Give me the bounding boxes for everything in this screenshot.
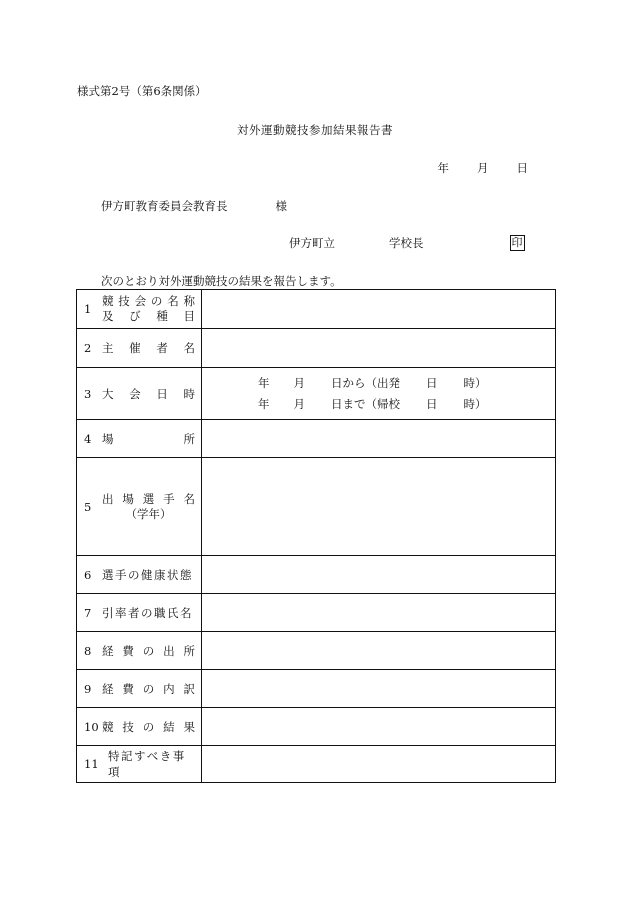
addressee-name: 伊方町教育委員会教育長 (101, 199, 228, 213)
row-label-subtext: （学年） (125, 506, 172, 521)
row-label-char: の (142, 681, 155, 696)
row-number: 4 (84, 431, 92, 446)
row-number: 7 (84, 605, 92, 620)
row-label-char: 日 (156, 386, 168, 401)
table-row (77, 632, 556, 670)
table-row (77, 746, 556, 783)
schedule-text: 月 (293, 396, 305, 411)
addressee-honorific: 様 (275, 199, 287, 213)
row-label-cell (77, 670, 202, 708)
row-label-char: 名 (167, 294, 179, 308)
row-label-char: の (142, 719, 155, 734)
row-label-char: 主 (102, 341, 114, 355)
schedule-line (258, 394, 555, 415)
row-label-char: 者 (156, 341, 168, 355)
row-label-char: 称 (183, 294, 195, 308)
row-label (102, 643, 195, 659)
row-label-char: 会 (134, 294, 147, 308)
row-label-cell (77, 746, 202, 783)
row-label-cell (77, 708, 202, 746)
row-number: 1 (84, 302, 92, 316)
table-row (77, 420, 556, 458)
row-value-cell[interactable] (202, 556, 556, 594)
row-label-char: 時 (183, 386, 195, 401)
row-label-char: 所 (183, 431, 195, 446)
row-label-char: 技 (122, 719, 134, 734)
row-label-char: 果 (183, 719, 195, 734)
row-label-char: 場 (122, 491, 134, 506)
row-label-char: 競 (102, 294, 114, 308)
row-number: 9 (84, 681, 92, 696)
row-label-char: 大 (102, 386, 114, 401)
row-label-cell (77, 368, 202, 420)
row-label: 引率者の職氏名 (102, 605, 193, 620)
row-label-char: 及 (102, 309, 114, 323)
row-label-char: の (142, 643, 155, 658)
row-label-char: 会 (129, 386, 141, 401)
row-label-char: 経 (102, 643, 114, 658)
sender-town: 伊方町立 (289, 236, 335, 250)
form-number: 様式第2号（第6条関係） (77, 84, 207, 98)
table-row (77, 708, 556, 746)
row-label-char: 訳 (183, 681, 195, 696)
schedule-text: 年 (258, 396, 270, 411)
row-label-char: 出 (163, 643, 175, 658)
table-row (77, 368, 556, 420)
table-row (77, 556, 556, 594)
schedule-text: 日から（出発 (331, 375, 400, 390)
table-row (77, 670, 556, 708)
row-label-cell (77, 290, 202, 329)
schedule-text: 月 (293, 375, 305, 390)
row-value-cell[interactable] (202, 329, 556, 368)
row-label (102, 386, 195, 402)
row-label-cell (77, 420, 202, 458)
row-number: 5 (84, 499, 92, 514)
schedule-text: 日 (426, 396, 438, 411)
row-label-char: 場 (102, 431, 114, 446)
row-value-cell[interactable] (202, 458, 556, 556)
date-year-label: 年 (437, 161, 449, 175)
sender-line (289, 235, 525, 252)
schedule-text: 時） (463, 396, 487, 411)
schedule-line (258, 373, 555, 394)
date-month-label: 月 (477, 161, 489, 175)
addressee-line (101, 198, 287, 214)
row-value-cell[interactable] (202, 290, 556, 329)
row-label-char: 費 (122, 643, 134, 658)
row-number: 11 (84, 757, 99, 771)
table-row (77, 329, 556, 368)
row-label-cell (77, 632, 202, 670)
row-value-cell[interactable] (202, 670, 556, 708)
schedule-text: 時） (463, 375, 487, 390)
row-label-char: 技 (118, 294, 130, 308)
row-label-char: 結 (163, 719, 175, 734)
schedule-text: 日 (426, 375, 438, 390)
date-day-label: 日 (516, 161, 528, 175)
row-label-char: 所 (183, 643, 195, 658)
row-number: 3 (84, 386, 92, 401)
row-label-char: 内 (163, 681, 175, 696)
row-label-cell (77, 556, 202, 594)
schedule-text: 日まで（帰校 (331, 396, 400, 411)
row-number: 10 (84, 719, 99, 734)
row-label-char: 費 (122, 681, 134, 696)
row-value-cell[interactable] (202, 420, 556, 458)
row-value-cell[interactable] (202, 708, 556, 746)
row-label-char: び (129, 309, 141, 323)
row-label-char: 競 (102, 719, 114, 734)
row-value-cell[interactable] (202, 746, 556, 783)
row-label-char: 催 (129, 341, 141, 355)
row-value-cell[interactable] (202, 632, 556, 670)
table-row (77, 290, 556, 329)
row-label-cell (77, 594, 202, 632)
row-value-cell[interactable] (202, 368, 556, 420)
row-label-char: 種 (156, 309, 168, 323)
report-table (76, 289, 556, 783)
seal-mark: 印 (511, 236, 523, 249)
row-label-char: 名 (183, 341, 195, 355)
row-number: 8 (84, 643, 92, 658)
row-value-cell[interactable] (202, 594, 556, 632)
row-label-char: の (150, 294, 163, 308)
row-number: 6 (84, 567, 92, 582)
row-label-cell (77, 329, 202, 368)
row-number: 2 (84, 341, 92, 355)
sender-title: 学校長 (389, 236, 424, 250)
document-title: 対外運動競技参加結果報告書 (237, 123, 393, 137)
row-label-char: 選 (142, 491, 155, 506)
row-label: 選手の健康状態 (102, 567, 193, 582)
row-label-char: 出 (102, 491, 114, 506)
date-line (438, 160, 529, 176)
row-label: 特記すべき事項 (108, 749, 186, 779)
row-label (102, 340, 195, 356)
schedule-text: 年 (258, 375, 270, 390)
row-label-cell (77, 458, 202, 556)
row-label-char: 手 (163, 491, 175, 506)
intro-text: 次のとおり対外運動競技の結果を報告します。 (101, 274, 342, 288)
table-row (77, 594, 556, 632)
row-label-char: 経 (102, 681, 114, 696)
table-row (77, 458, 556, 556)
row-label-char: 名 (183, 491, 195, 506)
row-label-char: 目 (183, 309, 195, 323)
row-label (102, 431, 195, 447)
row-label (102, 681, 195, 697)
row-label (102, 719, 195, 735)
schedule-block (202, 373, 555, 415)
